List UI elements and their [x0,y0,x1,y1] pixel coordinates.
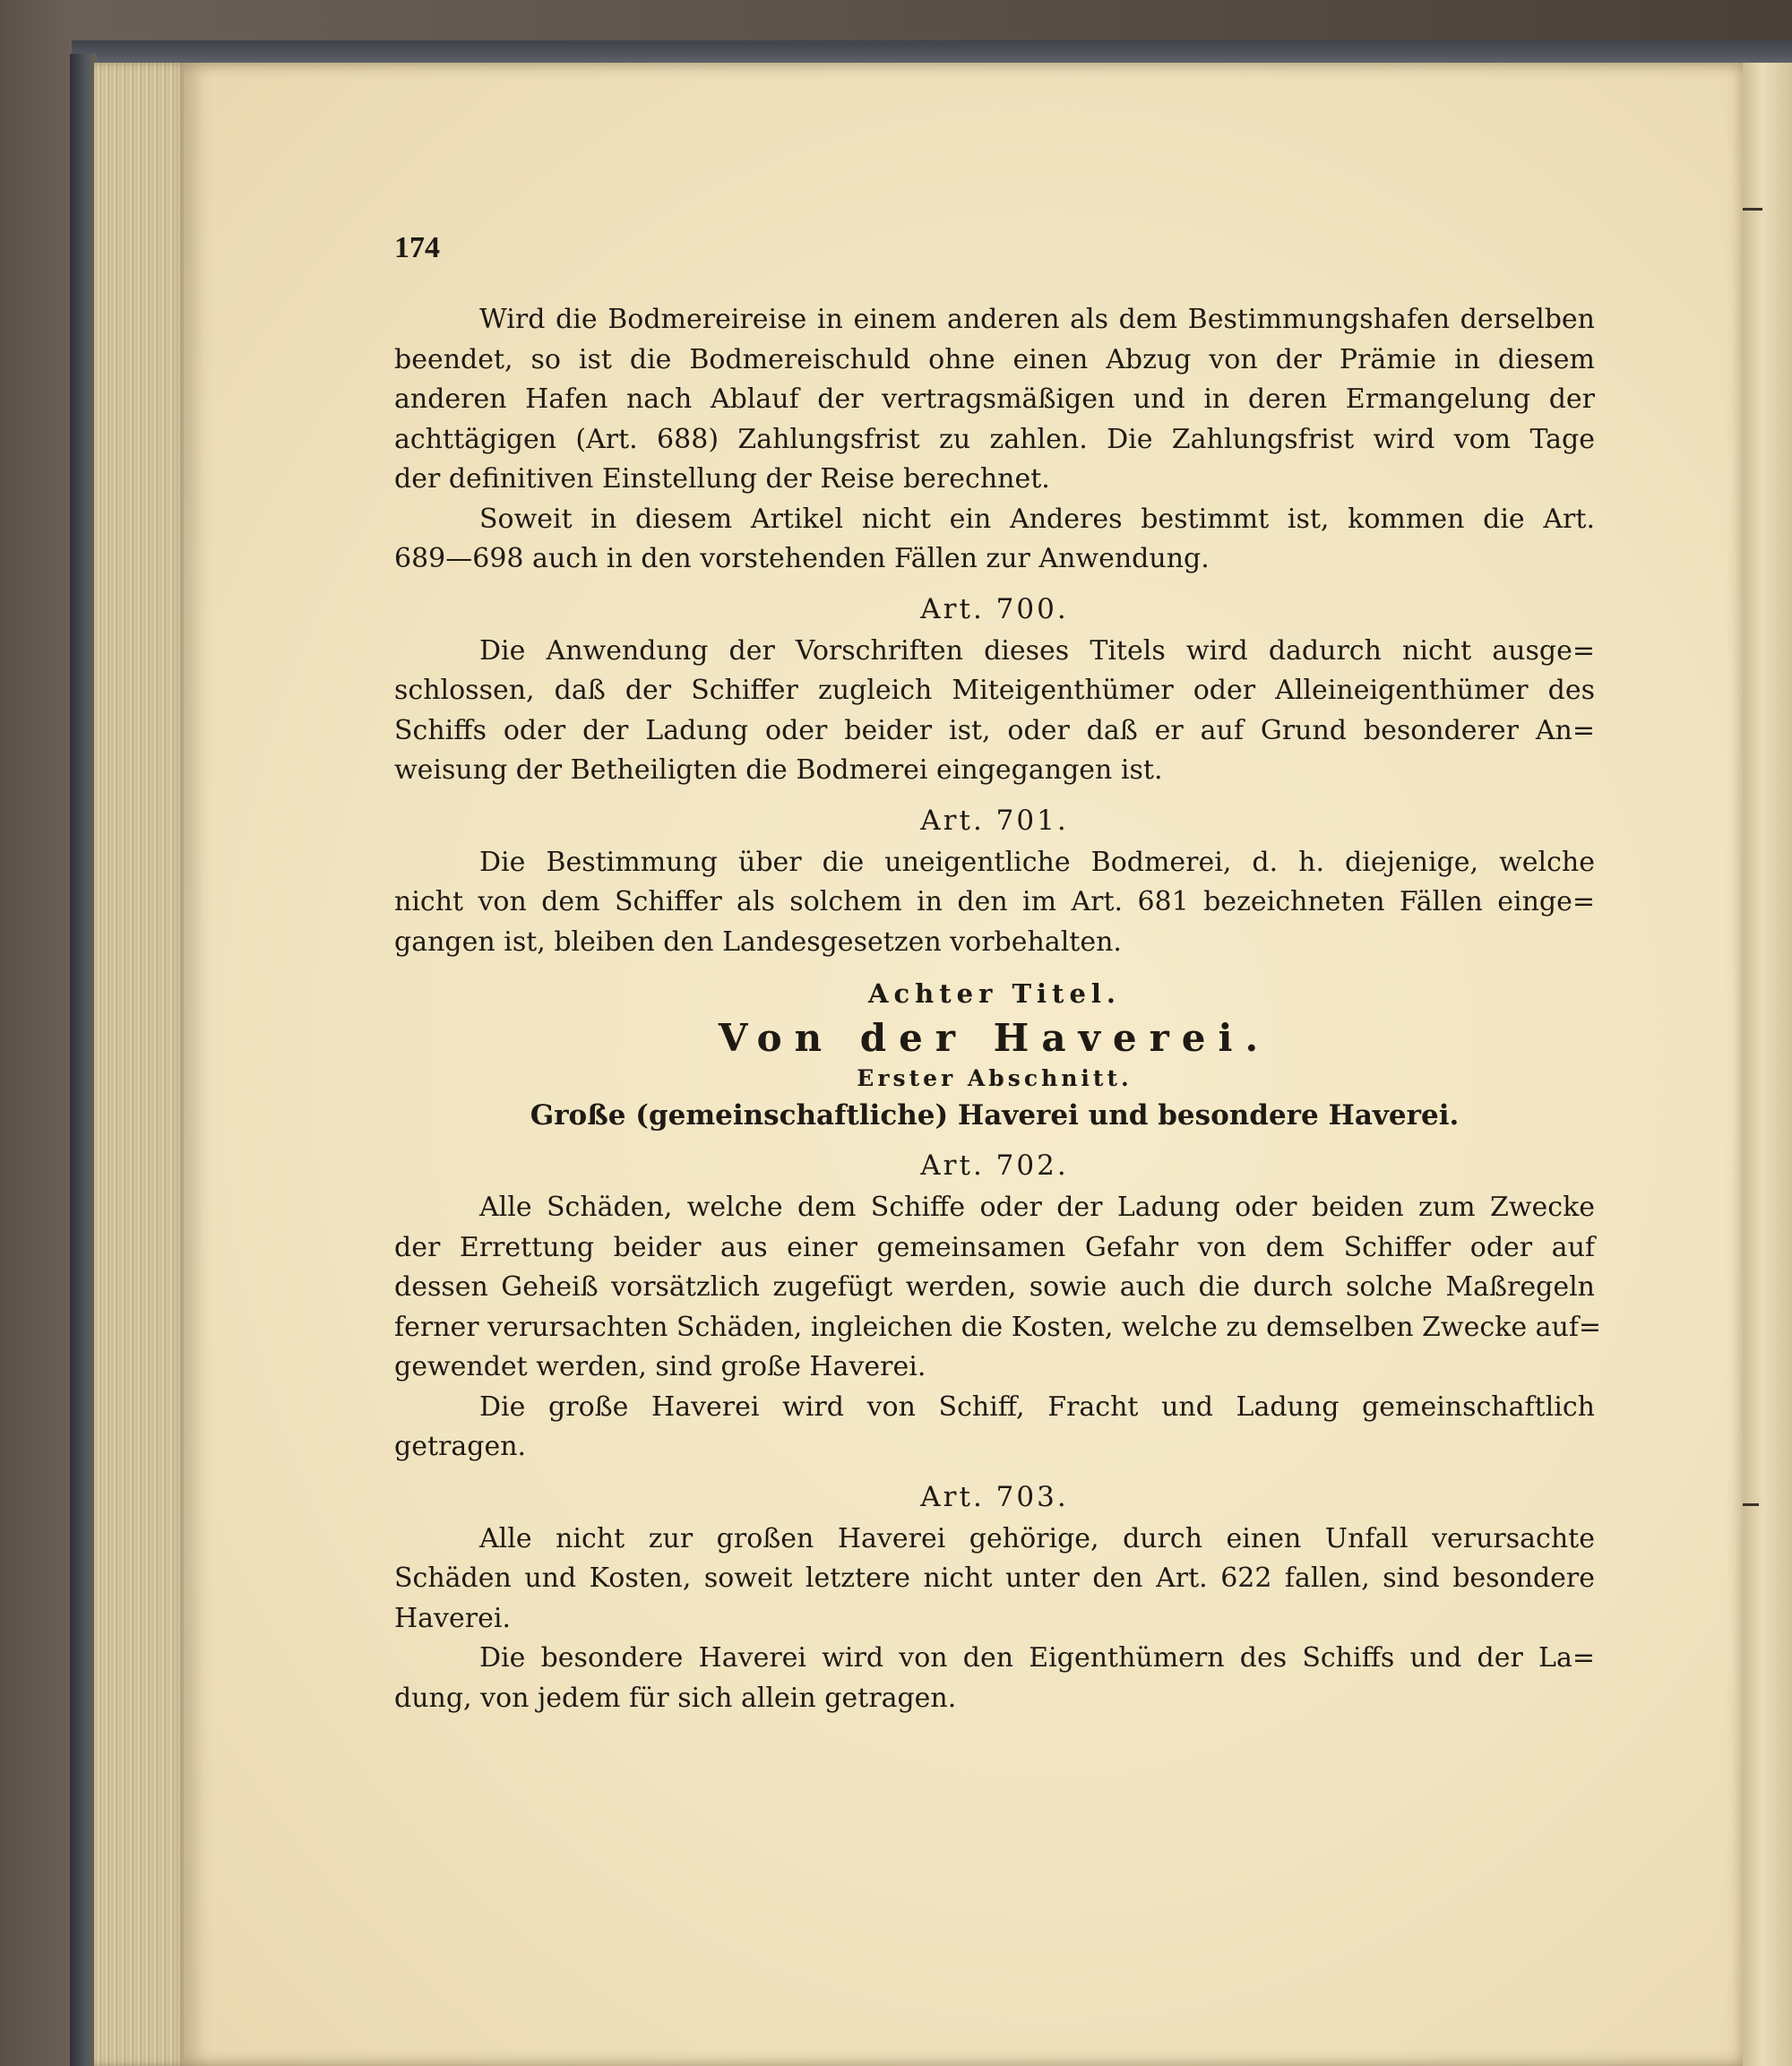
text-line: Alle nicht zur großen Haverei gehörige, durch einen Unfall verursachte [479,1522,1595,1554]
text-line: Die große Haverei wird von Schiff, Fracht und Ladung gemeinschaftlich [479,1390,1595,1423]
text-line: Die besondere Haverei wird von den Eigenthümern des Schiffs und der La= [479,1642,1595,1674]
text-line: Alle Schäden, welche dem Schiffe oder der Ladung oder beiden zum Zwecke [479,1192,1595,1223]
paragraph [394,300,1595,500]
text-line: Wird die Bodmereireise in einem anderen als dem Bestimmungshafen derselben [479,304,1595,335]
page-text [394,300,1602,1718]
text-line: beendet, so ist die Bodmereischuld ohne einen Abzug von der Prämie in diesem [394,343,1595,375]
margin-mark [1743,1503,1759,1506]
text-line: dung, von jedem für sich allein getragen. [394,1682,957,1714]
text-line: Soweit in diesem Artikel nicht ein Anderes bestimmt ist, kommen die Art. [479,503,1595,535]
title-number-heading: Achter Titel. [867,978,1122,1009]
paragraph [394,1519,1595,1640]
text-line: der Errettung beider aus einer gemeinsamen Gefahr von dem Schiffer oder auf [394,1231,1595,1263]
paragraph [394,1388,1595,1468]
paragraph [394,632,1595,791]
text-line: schlossen, daß der Schiffer zugleich Miteigenthümer oder Alleineigenthümer des [394,675,1595,706]
text-line: der definitiven Einstellung der Reise berechnet. [394,463,1050,495]
paragraph [394,1188,1602,1388]
text-line: anderen Hafen nach Ablauf der vertragsmäßigen und in deren Ermangelung der [394,383,1595,415]
page-number: 174 [394,231,440,264]
article-heading: Art. 700. [920,592,1069,625]
paragraph [394,843,1595,963]
section-number-heading: Erster Abschnitt. [857,1065,1133,1091]
margin-mark [1743,208,1762,211]
paragraph [394,1639,1595,1718]
paragraph [394,500,1595,580]
section-heading: Große (gemeinschaftliche) Haverei und besondere Haverei. [530,1099,1460,1132]
text-line: Haverei. [394,1602,511,1634]
text-line: dessen Geheiß vorsätzlich zugefügt werden, sowie auch die durch solche Maßregeln [394,1271,1595,1303]
article-heading: Art. 703. [920,1480,1069,1513]
text-line: Schiffs oder der Ladung oder beider ist, oder daß er auf Grund besonderer An= [394,714,1595,746]
article-heading: Art. 701. [920,804,1069,837]
right-page-edge [1743,63,1792,2066]
text-line: nicht von dem Schiffer als solchem in den im Art. 681 bezeichneten Fällen einge= [394,886,1595,917]
article-heading: Art. 702. [920,1149,1069,1182]
text-line: achttägigen (Art. 688) Zahlungsfrist zu zahlen. Die Zahlungsfrist wird vom Tage [394,423,1595,455]
text-line: 689—698 auch in den vorstehenden Fällen zur Anwendung. [394,543,1210,574]
text-line: Die Bestimmung über die uneigentliche Bodmerei, d. h. diejenige, welche [479,846,1595,878]
text-line: Schäden und Kosten, soweit letztere nicht unter den Art. 622 fallen, sind besondere [394,1562,1595,1594]
text-line: ferner verursachten Schäden, ingleichen die Kosten, welche zu demselben Zwecke auf= [394,1311,1602,1343]
text-line: weisung der Betheiligten die Bodmerei eingegangen ist. [394,754,1163,786]
text-line: gangen ist, bleiben den Landesgesetzen vorbehalten. [394,925,1122,958]
title-heading: Von der Haverei. [718,1016,1271,1060]
text-line: getragen. [394,1431,527,1462]
text-line: gewendet werden, sind große Haverei. [394,1351,926,1382]
book-cover-edge [70,54,97,2066]
text-line: Die Anwendung der Vorschriften dieses Titels wird dadurch nicht ausge= [479,634,1595,667]
page-stack-edge [94,63,188,2066]
